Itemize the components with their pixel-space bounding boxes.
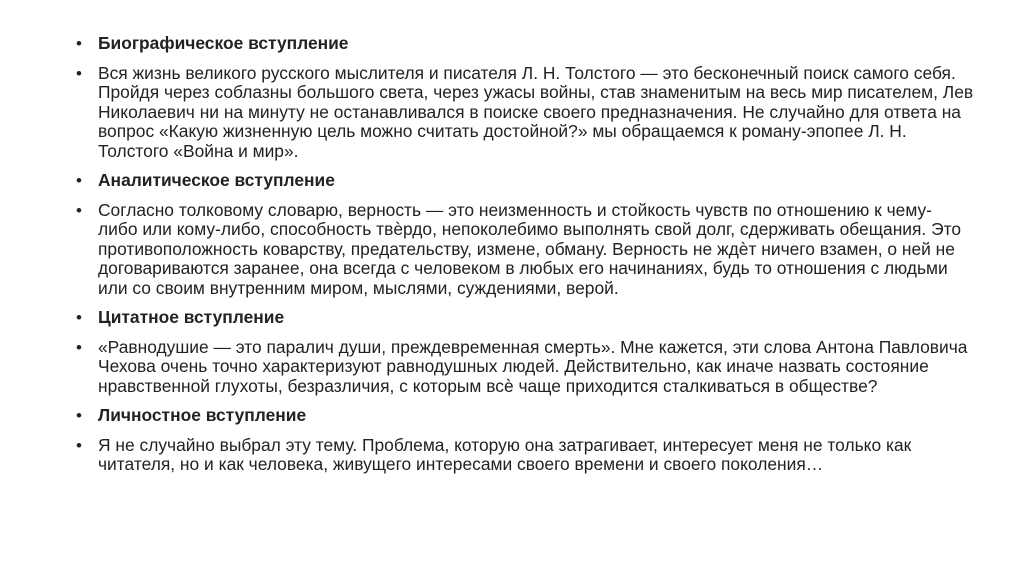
bullet-icon: • xyxy=(76,63,82,83)
bullet-icon: • xyxy=(76,171,82,190)
bullet-icon: • xyxy=(76,308,82,327)
bullet-paragraph-quotation xyxy=(76,338,976,397)
paragraph-text: Вся жизнь великого русского мыслителя и писателя Л. Н. Толстого — это бесконечный поиск самого себя. Пройдя через соблазны большого света, через ужасы войны, став знаменитым на весь мир писателем, Лев Николаевич ни на минуту не останавливался в поиске своего предназначения. Не случайно для ответа на вопрос «Какую жизненную цель можно считать достойной?» мы обращаемся к роману-эпопее Л. Н. Толстого «Война и мир». xyxy=(98,62,974,161)
bullet-heading-personal xyxy=(76,406,976,426)
paragraph-text: Согласно толковому словарю, верность — это неизменность и стойкость чувств по отношению к чему- либо или кому-либо, способность твѐрдо, непоколебимо выполнять свой долг, сдерживать обещания. Это противоположность коварству, предательству, измене, обману. Верность не ждѐт ничего взамен, о ней не договариваются заранее, она всегда с человеком в любых его начинаниях, будь то отношения с людьми или со своим внутренним миром, мыслями, суждениями, верой. xyxy=(98,199,962,298)
bullet-icon: • xyxy=(76,406,82,425)
heading-text: Личностное вступление xyxy=(98,405,307,425)
bullet-paragraph-biographical xyxy=(76,64,976,162)
slide-content xyxy=(76,34,976,485)
heading-text: Аналитическое вступление xyxy=(98,170,335,190)
bullet-paragraph-analytical xyxy=(76,201,976,299)
bullet-heading-biographical xyxy=(76,34,976,54)
bullet-list xyxy=(76,34,976,475)
bullet-heading-quotation xyxy=(76,308,976,328)
bullet-paragraph-personal xyxy=(76,436,976,475)
bullet-icon: • xyxy=(76,337,82,357)
heading-text: Биографическое вступление xyxy=(98,33,349,53)
bullet-icon: • xyxy=(76,34,82,53)
paragraph-text: «Равнодушие — это паралич души, преждевременная смерть». Мне кажется, эти слова Антона Павловича Чехова очень точно характеризуют равнодушных людей. Действительно, как иначе назвать состояние нравственной глухоты, безразличия, с которым всѐ чаще приходится сталкиваться в обществе? xyxy=(98,336,968,396)
bullet-icon: • xyxy=(76,435,82,455)
bullet-heading-analytical xyxy=(76,171,976,191)
bullet-icon: • xyxy=(76,200,82,220)
paragraph-text: Я не случайно выбрал эту тему. Проблема, которую она затрагивает, интересует меня не только как читателя, но и как человека, живущего интересами своего времени и своего поколения… xyxy=(98,434,912,474)
heading-text: Цитатное вступление xyxy=(98,307,285,327)
